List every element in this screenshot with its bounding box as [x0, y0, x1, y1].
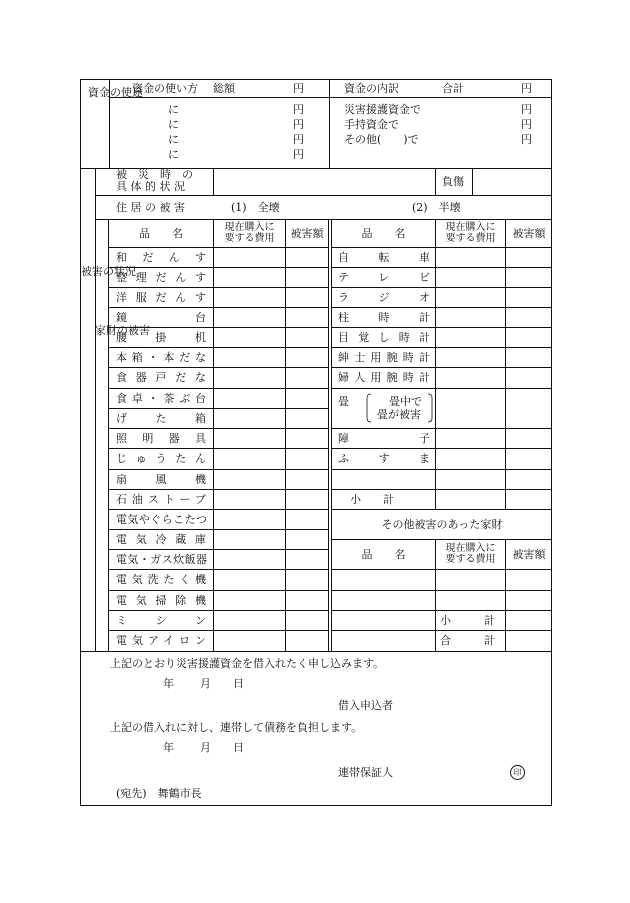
right-item-1: 自転車 [338, 251, 430, 264]
fund-usage-side-label: 資金の使途 [88, 86, 143, 99]
usage-row-2-yen: 円 [293, 118, 304, 131]
right-item-5: 目覚し時計 [338, 331, 430, 344]
left-item-3: 洋服だんす [116, 291, 206, 304]
guarantor-label: 連帯保証人 [338, 766, 393, 779]
left-item-8: 食卓・茶ぶ台 [116, 392, 206, 405]
left-item-9: げた箱 [116, 412, 206, 425]
damage-side-label: 被害の状況 [81, 265, 136, 278]
subtotal-right-upper: 小 計 [350, 493, 394, 506]
breakdown-row-2: 手持資金で [344, 118, 399, 131]
breakdown-sum-label: 合計 [442, 82, 464, 95]
left-item-14: 電気やぐらこたつ [116, 513, 206, 526]
left-item-20: 電気アイロン [116, 634, 206, 647]
other-header-cost-line2: 要する費用 [445, 554, 496, 565]
usage-row-2: に [168, 118, 179, 131]
addressee: (宛先) 舞鶴市長 [116, 787, 202, 800]
other-header-cost-line1: 現在購入に [445, 543, 496, 554]
house-damage-label: 住 居 の 被 害 [116, 201, 185, 214]
usage-row-4: に [168, 148, 179, 161]
tatami-line-2: 畳が被害 [377, 408, 421, 421]
situation-label-line1: 被 災 時 の [116, 168, 193, 181]
left-header-item: 品 名 [139, 227, 183, 240]
breakdown-row-2-yen: 円 [521, 118, 532, 131]
left-item-4: 鏡台 [116, 311, 206, 324]
left-item-13: 石油ストーブ [116, 493, 206, 506]
right-item-7: 婦人用腕時計 [338, 371, 430, 384]
left-header-damage: 被害額 [290, 227, 324, 240]
application-date-month: 月 [200, 677, 211, 690]
breakdown-sum-yen: 円 [521, 82, 532, 95]
left-item-10: 照明器具 [116, 432, 206, 445]
left-item-7: 食器戸だな [116, 371, 206, 384]
guarantee-date-day: 日 [233, 741, 244, 754]
guarantee-statement: 上記の借入れに対し、連帯して債務を負担します。 [110, 721, 363, 734]
breakdown-row-1-yen: 円 [521, 103, 532, 116]
tatami-label: 畳 [338, 395, 349, 408]
left-item-15: 電気冷蔵庫 [116, 533, 206, 546]
right-item-6: 紳士用腕時計 [338, 351, 430, 364]
guarantee-date-year: 年 [163, 741, 174, 754]
left-item-2: 整理だんす [116, 271, 206, 284]
house-damage-option-full: (1) 全壊 [231, 201, 280, 214]
breakdown-row-3: その他( )で [344, 133, 419, 146]
right-item-shoji: 障子 [338, 432, 430, 445]
tatami-line-1: 畳中で [389, 395, 422, 408]
left-item-6: 本箱・本だな [116, 351, 206, 364]
left-item-1: 和だんす [116, 251, 206, 264]
application-statement: 上記のとおり災害援護資金を借入れたく申し込みます。 [110, 657, 385, 670]
grand-total-label: 合 計 [440, 634, 495, 647]
right-item-2: テレビ [338, 271, 430, 284]
usage-total-label: 総額 [213, 82, 235, 95]
left-item-16: 電気・ガス炊飯器 [116, 553, 206, 566]
left-item-17: 電気洗たく機 [116, 573, 206, 586]
situation-label-line2: 具 体 的 状 況 [116, 180, 185, 193]
right-header-cost-line1: 現在購入に [445, 222, 496, 233]
usage-header: 資金の使い方 [132, 82, 198, 95]
left-item-18: 電気掃除機 [116, 594, 206, 607]
right-item-3: ラジオ [338, 291, 430, 304]
loan-application-form [80, 79, 552, 806]
right-header-damage: 被害額 [512, 227, 546, 240]
other-header-item: 品 名 [361, 548, 406, 561]
other-damage-header: その他被害のあった家財 [381, 518, 503, 531]
usage-row-1: に [168, 103, 179, 116]
right-item-4: 柱時計 [338, 311, 430, 324]
usage-row-4-yen: 円 [293, 148, 304, 161]
left-item-12: 扇風機 [116, 473, 206, 486]
breakdown-row-1: 災害援護資金で [344, 103, 421, 116]
left-header-cost-line1: 現在購入に [224, 222, 275, 233]
usage-total-yen: 円 [293, 82, 304, 95]
applicant-label: 借入申込者 [338, 699, 393, 712]
house-damage-option-half: (2) 半壊 [412, 201, 461, 214]
left-header-cost-line2: 要する費用 [224, 233, 275, 244]
other-header-damage: 被害額 [512, 548, 546, 561]
breakdown-row-3-yen: 円 [521, 133, 532, 146]
right-header-item: 品 名 [361, 227, 406, 240]
breakdown-header: 資金の内訳 [344, 82, 399, 95]
left-item-19: ミシン [116, 614, 206, 627]
household-side-label: 家財の被害 [95, 324, 150, 337]
subtotal-right-lower: 小 計 [440, 614, 495, 627]
application-date-day: 日 [233, 677, 244, 690]
usage-row-3-yen: 円 [293, 133, 304, 146]
application-date-year: 年 [163, 677, 174, 690]
injury-label: 負傷 [442, 175, 464, 188]
usage-row-1-yen: 円 [293, 103, 304, 116]
left-item-11: じゅうたん [116, 452, 206, 465]
left-item-5: 腰掛机 [116, 331, 206, 344]
right-header-cost-line2: 要する費用 [445, 233, 496, 244]
seal-mark-icon: 印 [510, 765, 525, 780]
right-item-fusuma: ふすま [338, 452, 430, 465]
guarantee-date-month: 月 [200, 741, 211, 754]
usage-row-3: に [168, 133, 179, 146]
